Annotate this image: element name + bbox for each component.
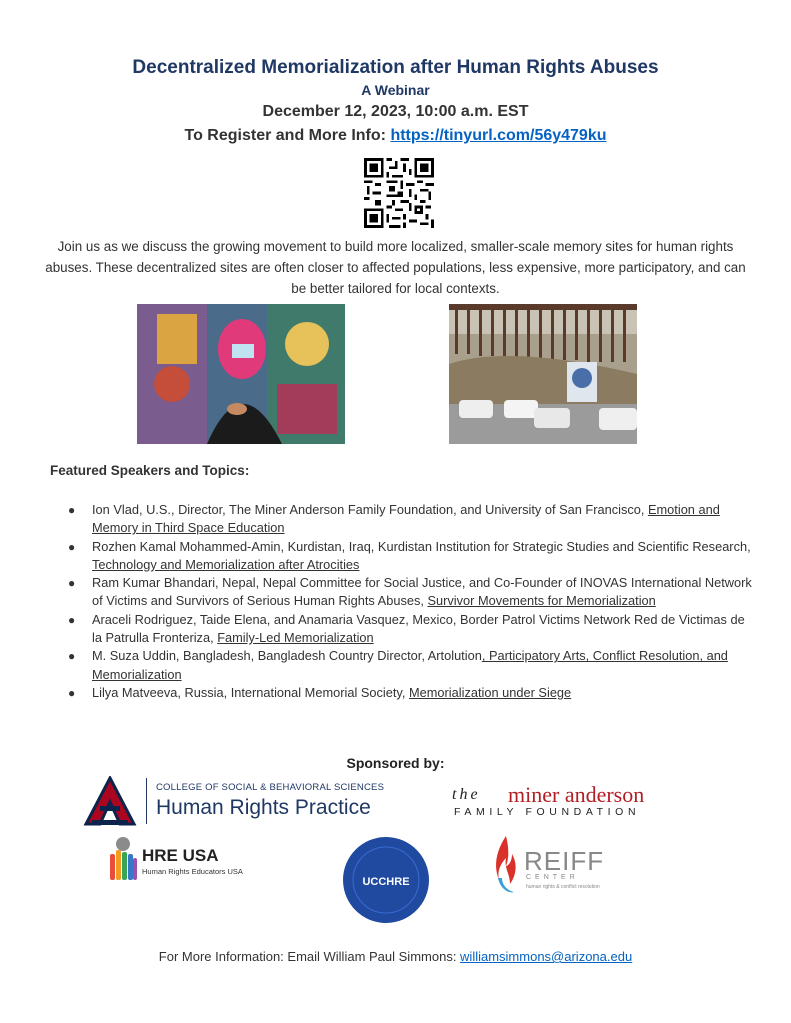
webinar-date: December 12, 2023, 10:00 a.m. EST: [262, 103, 529, 120]
mural-photo: [137, 304, 345, 444]
register-label: To Register and More Info:: [184, 127, 386, 144]
register-link[interactable]: https://tinyurl.com/56y479ku: [390, 127, 607, 144]
hre-usa-logo: HRE USA Human Rights Educators USA: [108, 836, 268, 886]
bullet-icon: ●: [68, 612, 76, 627]
bullet-icon: ●: [68, 649, 76, 664]
webinar-title: Decentralized Memorialization after Human Rights Abuses: [132, 57, 659, 78]
hands-icon: [108, 836, 138, 884]
footer-label: For More Information: Email William Paul Simmons:: [158, 949, 461, 964]
ua-program-name: Human Rights Practice: [156, 796, 371, 819]
speaker-topic: Family-Led Memorialization: [217, 630, 374, 646]
footer-contact: [0, 949, 791, 964]
speaker-topic: Technology and Memorialization after Atrocities: [92, 556, 360, 572]
qr-code[interactable]: [364, 158, 434, 228]
svg-text:UCCHRE: UCCHRE: [362, 876, 410, 888]
sponsored-heading: Sponsored by:: [346, 755, 445, 771]
register-line: [0, 127, 791, 145]
speakers-heading: Featured Speakers and Topics:: [50, 463, 250, 478]
miner-anderson-logo: the miner anderson FAMILY FOUNDATION: [452, 782, 645, 818]
webinar-subtitle: A Webinar: [361, 82, 430, 98]
speaker-topic: Survivor Movements for Memorialization: [427, 593, 656, 609]
list-item: ● Ram Kumar Bhandari, Nepal, Nepal Committee for Social Justice, and Co-Founder of INOVAS International Network of Victims and Survivors of Serious Human Rights Abuses, Survivor Movements for Memorialization: [68, 575, 752, 609]
intro-paragraph: Join us as we discuss the growing movement to build more localized, smaller-scale memory sites for human rights abuses. These decentralized sites are often closer to affected populations, less expensive, more participatory, and can be better tailored for local contexts.: [45, 239, 746, 296]
university-a-icon: [82, 776, 138, 826]
speaker-topic: Memorialization under Siege: [408, 684, 572, 700]
list-item: ● Ion Vlad, U.S., Director, The Miner Anderson Family Foundation, and University of San Francisco, Emotion and Memory in Third Space Education: [68, 502, 720, 536]
reiff-center-logo: REIFF CENTER human rights & conflict resolution: [490, 834, 600, 898]
list-item: ● M. Suza Uddin, Bangladesh, Bangladesh Country Director, Artolution, Participatory Arts, Conflict Resolution, and Memorialization: [68, 648, 728, 682]
flame-icon: [490, 834, 522, 896]
border-wall-photo: [449, 304, 637, 444]
ua-divider: [146, 778, 147, 824]
list-item: ● Araceli Rodriguez, Taide Elena, and Anamaria Vasquez, Mexico, Border Patrol Victims Network Red de Victimas de la Patrulla Fronteriza, Family-Led Memorialization: [68, 611, 745, 646]
list-item: ● Lilya Matveeva, Russia, International Memorial Society, Memorialization under Siege: [52, 684, 752, 702]
speaker-topic: , Participatory Arts, Conflict Resolution, and Memorialization: [92, 648, 728, 682]
list-item: ● Rozhen Kamal Mohammed-Amin, Kurdistan, Iraq, Kurdistan Institution for Strategic Studies and Scientific Research, Technology and Memorialization after Atrocities: [68, 538, 751, 572]
ucchre-logo: [342, 836, 430, 924]
bullet-icon: ●: [68, 539, 76, 554]
ua-college-name: COLLEGE OF SOCIAL & BEHAVIORAL SCIENCES: [156, 782, 385, 793]
speaker-topic: Emotion and Memory in Third Space Education: [92, 502, 720, 536]
speakers-list: [52, 501, 752, 702]
ua-human-rights-logo: [82, 776, 392, 828]
contact-email-link[interactable]: williamsimmons@arizona.edu: [460, 949, 633, 964]
bullet-icon: ●: [68, 503, 76, 517]
bullet-icon: ●: [68, 576, 76, 591]
bullet-icon: ●: [68, 685, 76, 700]
